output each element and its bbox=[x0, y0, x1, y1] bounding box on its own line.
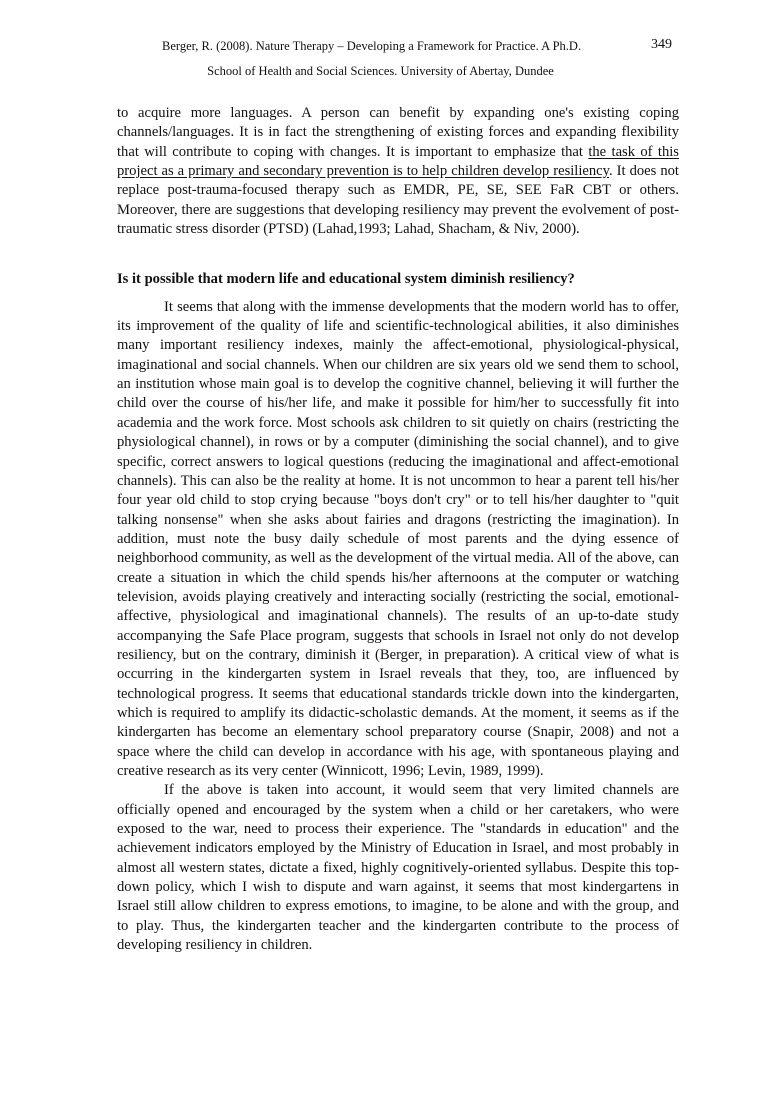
paragraph-1 bbox=[117, 104, 679, 239]
paragraph-1-text-b: . It does not replace post-trauma-focused therapy such as EMDR, PE, SE, SEE FaR CBT or others. Moreover, there are suggestions that developing resiliency may prevent the evolvement of post-traumatic stress disorder (PTSD) (Lahad,1993; Lahad, Shacham, & Niv, 2000). bbox=[117, 163, 679, 238]
header-citation: Berger, R. (2008). Nature Therapy – Developing a Framework for Practice. A Ph.D. bbox=[162, 39, 582, 53]
body-text bbox=[117, 104, 679, 955]
paragraph-2: It seems that along with the immense developments that the modern world has to offer, its improvement of the quality of life and scientific-technological abilities, it also diminishes many important resiliency indexes, mainly the affect-emotional, physiological-physical, imaginational and social channels. When our children are six years old we send them to school, an institution whose main goal is to develop the cognitive channel, believing it will further the child over the course of his/her life, and make it possible for him/her to successfully fit into academia and the work force. Most schools ask children to sit quietly on chairs (restricting the physiological channel), in rows or by a computer (diminishing the social channel), and to give specific, correct answers to logical questions (reducing the imaginational and affect-emotional channels). This can also be the reality at home. It is not uncommon to hear a parent tell his/her four year old child to stop crying because "boys don't cry" or to tell his/her daughter to "quit talking nonsense" when she asks about fairies and dragons (restricting the imagination). In addition, must note the busy daily schedule of most parents and the dying essence of neighborhood community, as well as the development of the virtual media. All of the above, can create a situation in which the child spends his/her afternoons at the computer or watching television, avoids playing creatively and interacting socially (restricting the social, emotional-affective, physiological and imaginational channels). The results of an up-to-date study accompanying the Safe Place program, suggests that schools in Israel not only do not develop resiliency, but on the contrary, diminish it (Berger, in preparation). A critical view of what is occurring in the kindergarten system in Israel reveals that they, too, are influenced by technological progress. It seems that educational standards trickle down into the kindergarten, which is required to amplify its didactic-scholastic demands. At the moment, it seems as if the kindergarten has become an elementary school preparatory course (Snapir, 2008) and not a space where the child can develop in accordance with his age, with spontaneous playing and creative research as its very center (Winnicott, 1996; Levin, 1989, 1999). bbox=[117, 298, 679, 779]
underlined-statement: the task of this project as a primary and secondary prevention is to help children develop resiliency bbox=[117, 143, 679, 180]
paragraph-3: If the above is taken into account, it would seem that very limited channels are officially opened and encouraged by the system when a child or her caretakers, who were exposed to the war, need to process their experience. The "standards in education" and the achievement indicators employed by the Ministry of Education in Israel, and most probably in almost all western states, dictate a fixed, highly cognitively-oriented syllabus. Despite this top-down policy, which I wish to dispute and warn against, it seems that most kindergartens in Israel still allow children to express emotions, to imagine, to be alone and with the group, and to play. Thus, the kindergarten teacher and the kindergarten contribute to the process of developing resiliency in children. bbox=[117, 782, 679, 954]
section-heading: Is it possible that modern life and educational system diminish resiliency? bbox=[117, 271, 575, 288]
page-number: 349 bbox=[651, 37, 672, 52]
paragraph-1-text-a: to acquire more languages. A person can benefit by expanding one's existing coping channels/languages. It is in fact the strengthening of existing forces and expanding flexibility that will contribute to coping with changes. It is important to emphasize that bbox=[117, 105, 679, 160]
header-institution: School of Health and Social Sciences. University of Abertay, Dundee bbox=[207, 64, 554, 78]
